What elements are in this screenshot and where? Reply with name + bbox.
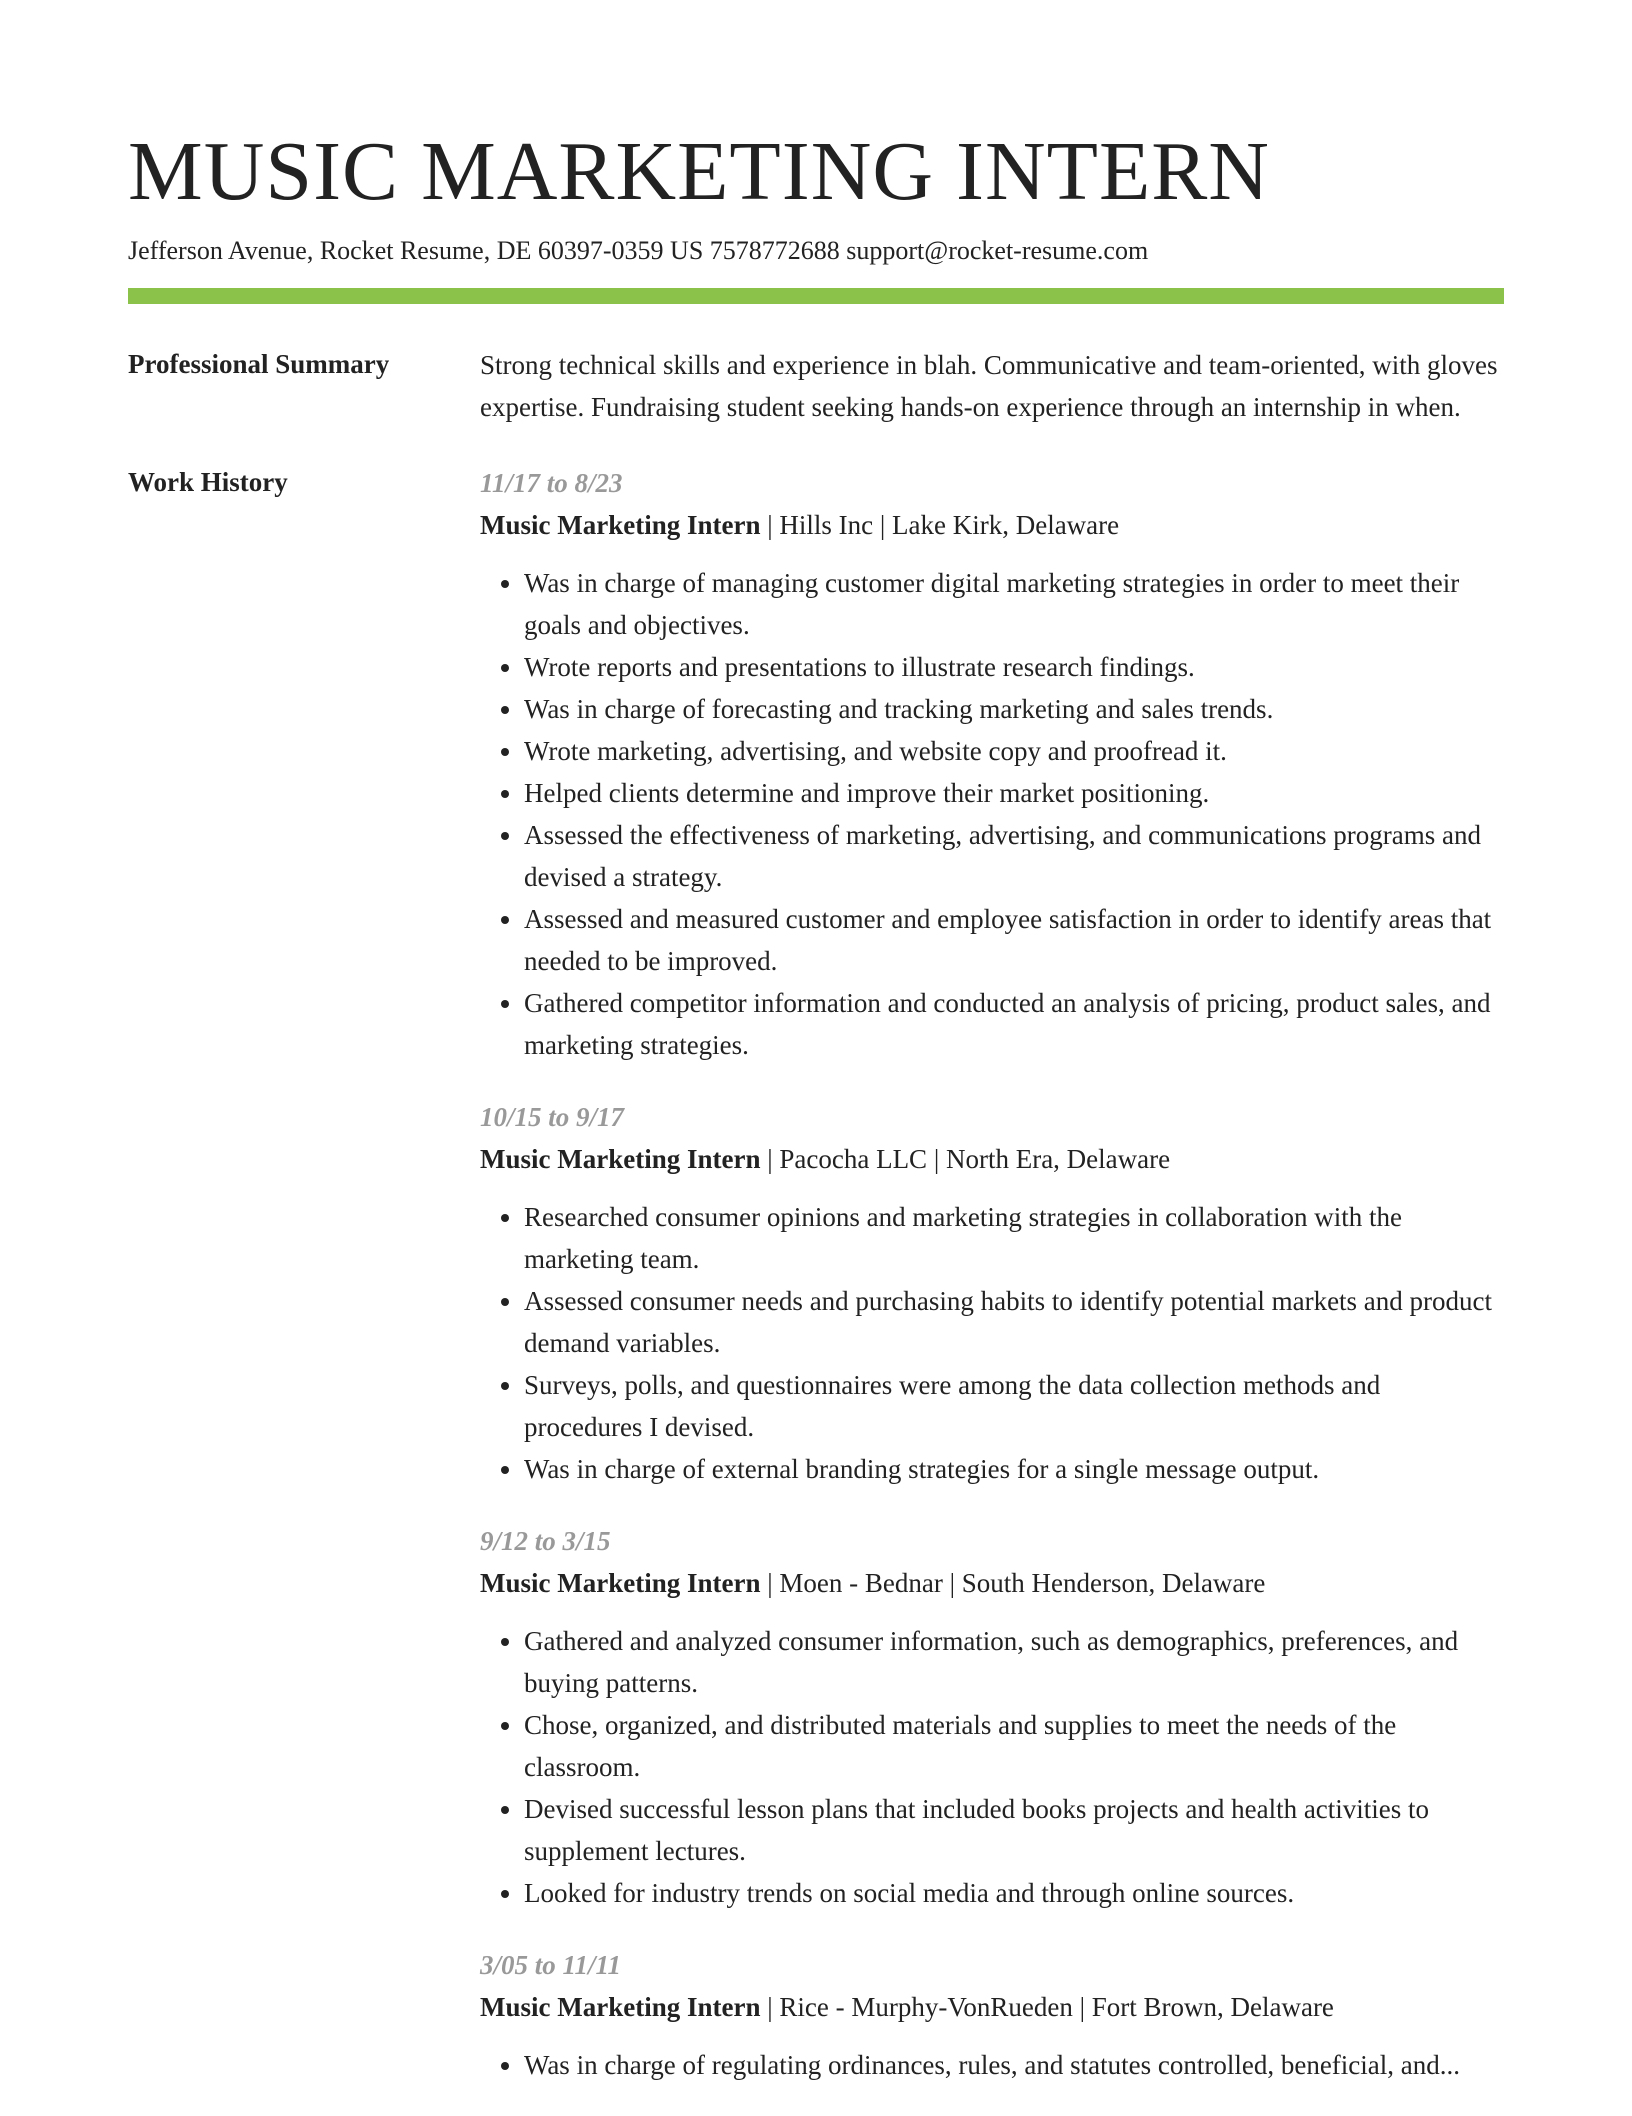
- job-title: Music Marketing Intern: [480, 1991, 761, 2022]
- job-heading: [480, 504, 1504, 546]
- job-heading: [480, 1986, 1504, 2028]
- contact-line: Jefferson Avenue, Rocket Resume, DE 60397-0359 US 7578772688 support@rocket-resume.com: [128, 236, 1149, 265]
- job-bullets: [480, 2044, 1504, 2086]
- resume-page: [128, 118, 1504, 2116]
- summary-text: Strong technical skills and experience in blah. Communicative and team-oriented, with gloves expertise. Fundraising student seeking hands-on experience through an internship in when.: [480, 349, 1498, 422]
- job-details: | Rice - Murphy-VonRueden | Fort Brown, Delaware: [760, 1991, 1334, 2022]
- job-dates: 10/15 to 9/17: [480, 1101, 625, 1132]
- resume-name: MUSIC MARKETING INTERN: [128, 125, 1270, 218]
- job-heading: [480, 1138, 1504, 1180]
- job-bullet: • Assessed consumer needs and purchasing habits to identify potential markets and product demand variables.: [524, 1280, 1504, 1364]
- accent-divider: [128, 288, 1504, 304]
- job-bullet: • Wrote reports and presentations to illustrate research findings.: [524, 646, 1504, 688]
- summary-section: [128, 344, 1504, 428]
- job-bullet: • Assessed the effectiveness of marketing, advertising, and communications programs and devised a strategy.: [524, 814, 1504, 898]
- job-bullet: • Wrote marketing, advertising, and website copy and proofread it.: [524, 730, 1504, 772]
- job-dates: 3/05 to 11/11: [480, 1949, 622, 1980]
- job-bullets: [480, 562, 1504, 1066]
- job-bullet: • Was in charge of managing customer digital marketing strategies in order to meet their goals and objectives.: [524, 562, 1504, 646]
- job-bullet: • Gathered and analyzed consumer information, such as demographics, preferences, and buying patterns.: [524, 1620, 1504, 1704]
- job-heading: [480, 1562, 1504, 1604]
- job-list: [480, 462, 1504, 2116]
- job-entry: [480, 1520, 1504, 1914]
- job-bullet: • Researched consumer opinions and marketing strategies in collaboration with the marketing team.: [524, 1196, 1504, 1280]
- job-dates: 11/17 to 8/23: [480, 467, 623, 498]
- job-bullet: • Looked for industry trends on social media and through online sources.: [524, 1872, 1504, 1914]
- job-bullet: • Was in charge of forecasting and tracking marketing and sales trends.: [524, 688, 1504, 730]
- job-bullets: [480, 1196, 1504, 1490]
- job-details: | Pacocha LLC | North Era, Delaware: [760, 1143, 1171, 1174]
- section-title: Work History: [128, 466, 288, 497]
- job-details: | Hills Inc | Lake Kirk, Delaware: [760, 509, 1120, 540]
- job-entry: [480, 1096, 1504, 1490]
- job-bullet: • Was in charge of regulating ordinances, rules, and statutes controlled, beneficial, and...: [524, 2044, 1504, 2086]
- work-history-section: [128, 462, 1504, 2116]
- section-title: Professional Summary: [128, 348, 390, 379]
- job-bullet: • Assessed and measured customer and employee satisfaction in order to identify areas that needed to be improved.: [524, 898, 1504, 982]
- job-bullet: • Surveys, polls, and questionnaires were among the data collection methods and procedures I devised.: [524, 1364, 1504, 1448]
- job-bullets: [480, 1620, 1504, 1914]
- job-bullet: • Helped clients determine and improve their market positioning.: [524, 772, 1504, 814]
- job-entry: [480, 462, 1504, 1066]
- job-details: | Moen - Bednar | South Henderson, Delaware: [760, 1567, 1266, 1598]
- job-entry: [480, 1944, 1504, 2086]
- job-bullet: • Gathered competitor information and conducted an analysis of pricing, product sales, and marketing strategies.: [524, 982, 1504, 1066]
- job-dates: 9/12 to 3/15: [480, 1525, 611, 1556]
- job-title: Music Marketing Intern: [480, 1143, 761, 1174]
- job-bullet: • Devised successful lesson plans that included books projects and health activities to supplement lectures.: [524, 1788, 1504, 1872]
- job-title: Music Marketing Intern: [480, 509, 761, 540]
- job-bullet: • Was in charge of external branding strategies for a single message output.: [524, 1448, 1504, 1490]
- job-bullet: • Chose, organized, and distributed materials and supplies to meet the needs of the classroom.: [524, 1704, 1504, 1788]
- job-title: Music Marketing Intern: [480, 1567, 761, 1598]
